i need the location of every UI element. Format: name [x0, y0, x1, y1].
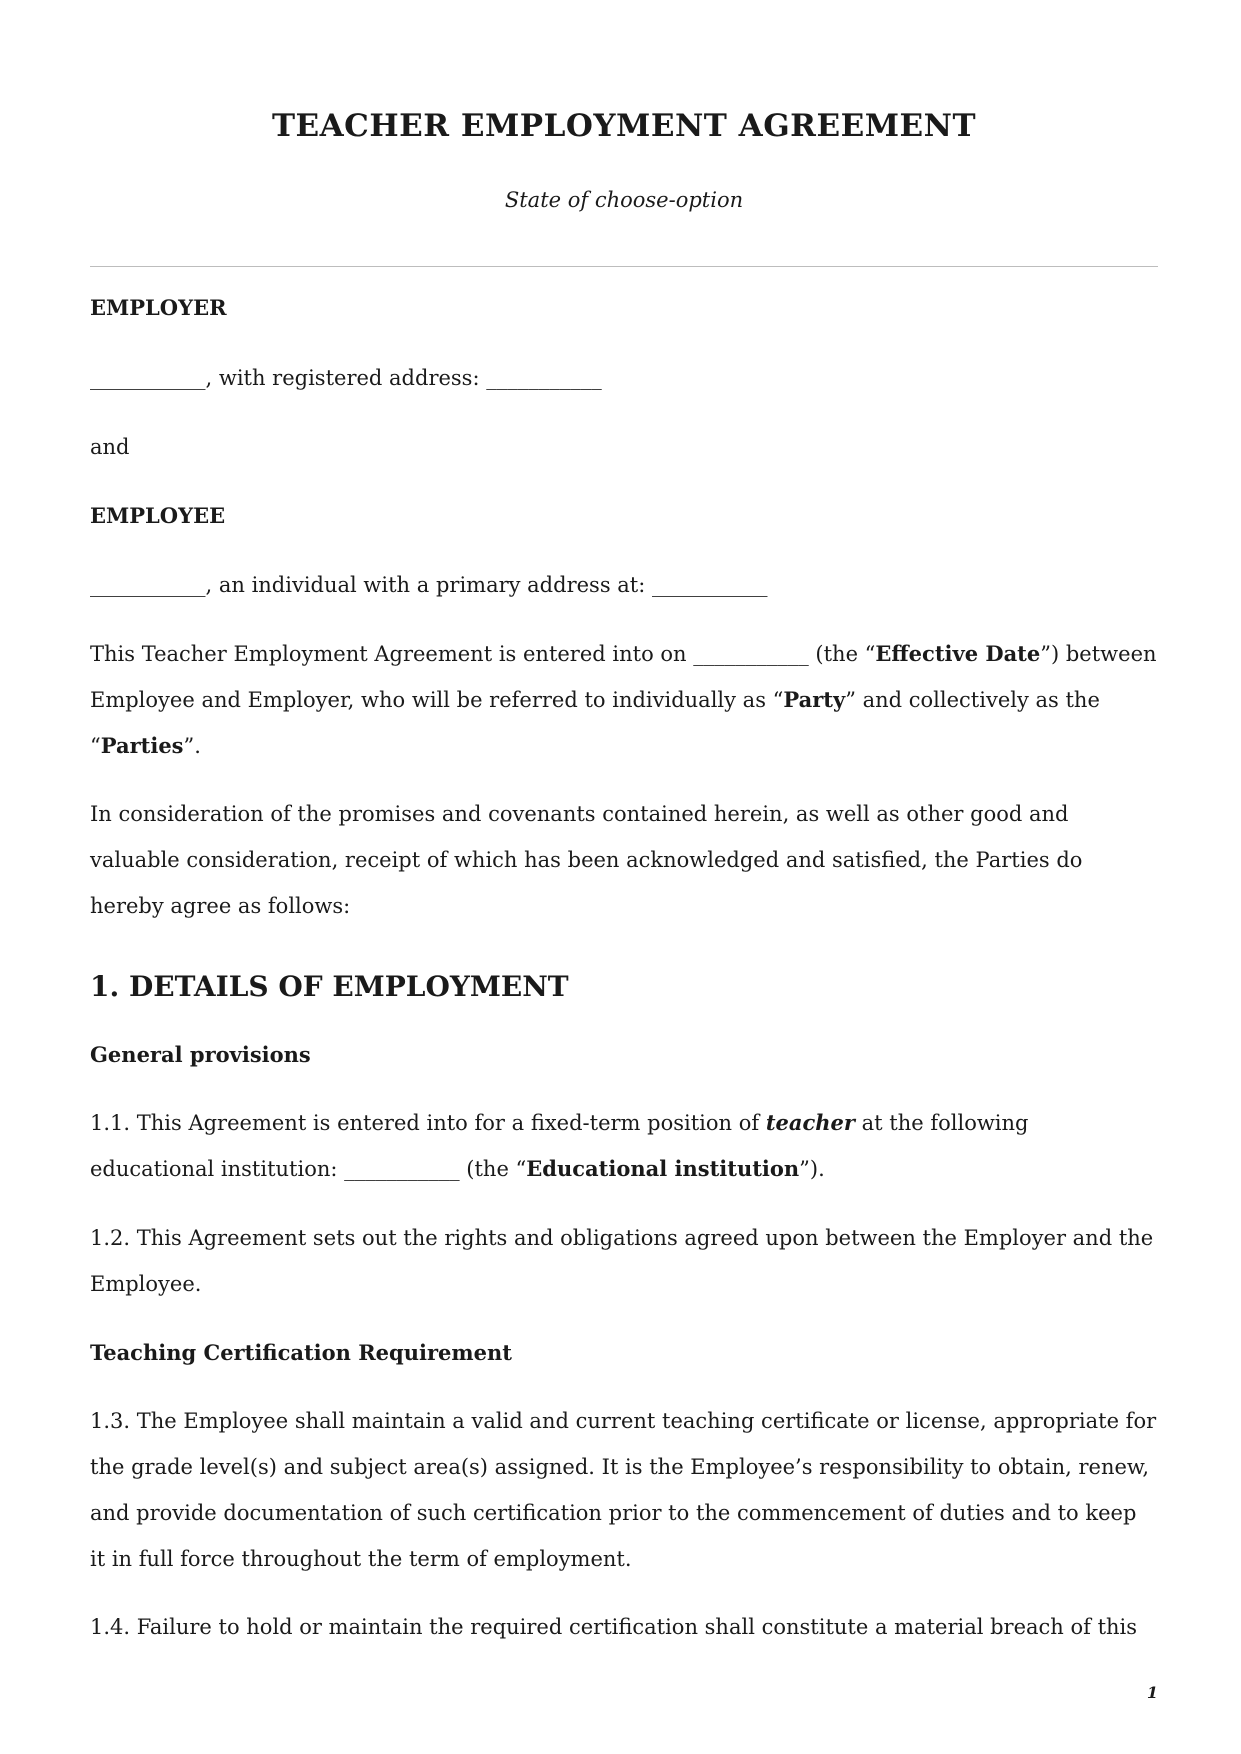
clause-1-1-text-b: at the following educational institution: ___________ (the “ [90, 1111, 1029, 1181]
and-text: and [90, 435, 130, 459]
intro-text-d: ”. [183, 734, 201, 758]
document-page [90, 0, 1158, 1754]
clause-1-1-text-a: 1.1. This Agreement is entered into for a fixed-term position of [90, 1111, 766, 1135]
consideration-paragraph: In consideration of the promises and covenants contained herein, as well as other good and valuable consideration, receipt of which has been acknowledged and satisfied, the Parties do hereby agree as follows: [90, 802, 1083, 918]
party-term: Party [783, 687, 846, 712]
clause-1-4: 1.4. Failure to hold or maintain the required certification shall constitute a material breach of this [90, 1615, 1138, 1639]
intro-text-b: ”) between Employee and Employer, who will be referred to individually as “ [90, 642, 1157, 712]
general-provisions-heading: General provisions [90, 1042, 311, 1067]
title-divider [90, 266, 1158, 267]
educational-institution-term: Educational institution [526, 1156, 800, 1181]
parties-term: Parties [100, 733, 184, 758]
employer-line: ___________, with registered address: ___________ [90, 366, 602, 390]
document-title: TEACHER EMPLOYMENT AGREEMENT [271, 108, 977, 144]
clause-1-1-text-c: ”). [799, 1157, 825, 1181]
intro-text-a: This Teacher Employment Agreement is entered into on ___________ (the “ [90, 642, 876, 666]
effective-date-term: Effective Date [875, 641, 1041, 666]
clause-1-2: 1.2. This Agreement sets out the rights and obligations agreed upon between the Employer and the Employee. [90, 1226, 1154, 1296]
clause-1-3: 1.3. The Employee shall maintain a valid and current teaching certificate or license, appropriate for the grade level(s) and subject area(s) assigned. It is the Employee’s responsibility to obtain, renew, and provide documentation of such certification prior to the commencement of duties and to keep it in full force throughout the term of employment. [90, 1409, 1157, 1571]
teacher-term: teacher [765, 1110, 855, 1135]
certification-heading: Teaching Certification Requirement [90, 1340, 512, 1365]
employer-heading: EMPLOYER [90, 295, 227, 320]
intro-text-c: ” and collectively as the “ [90, 688, 1100, 758]
employee-heading: EMPLOYEE [90, 503, 226, 528]
employee-line: ___________, an individual with a primary address at: ___________ [90, 573, 768, 597]
intro-paragraph [90, 631, 1158, 769]
document-subtitle: State of choose-option [504, 188, 744, 212]
page-number: 1 [1146, 1683, 1158, 1702]
clause-1-1 [90, 1100, 1158, 1192]
section-1-heading: 1. DETAILS OF EMPLOYMENT [90, 970, 569, 1003]
